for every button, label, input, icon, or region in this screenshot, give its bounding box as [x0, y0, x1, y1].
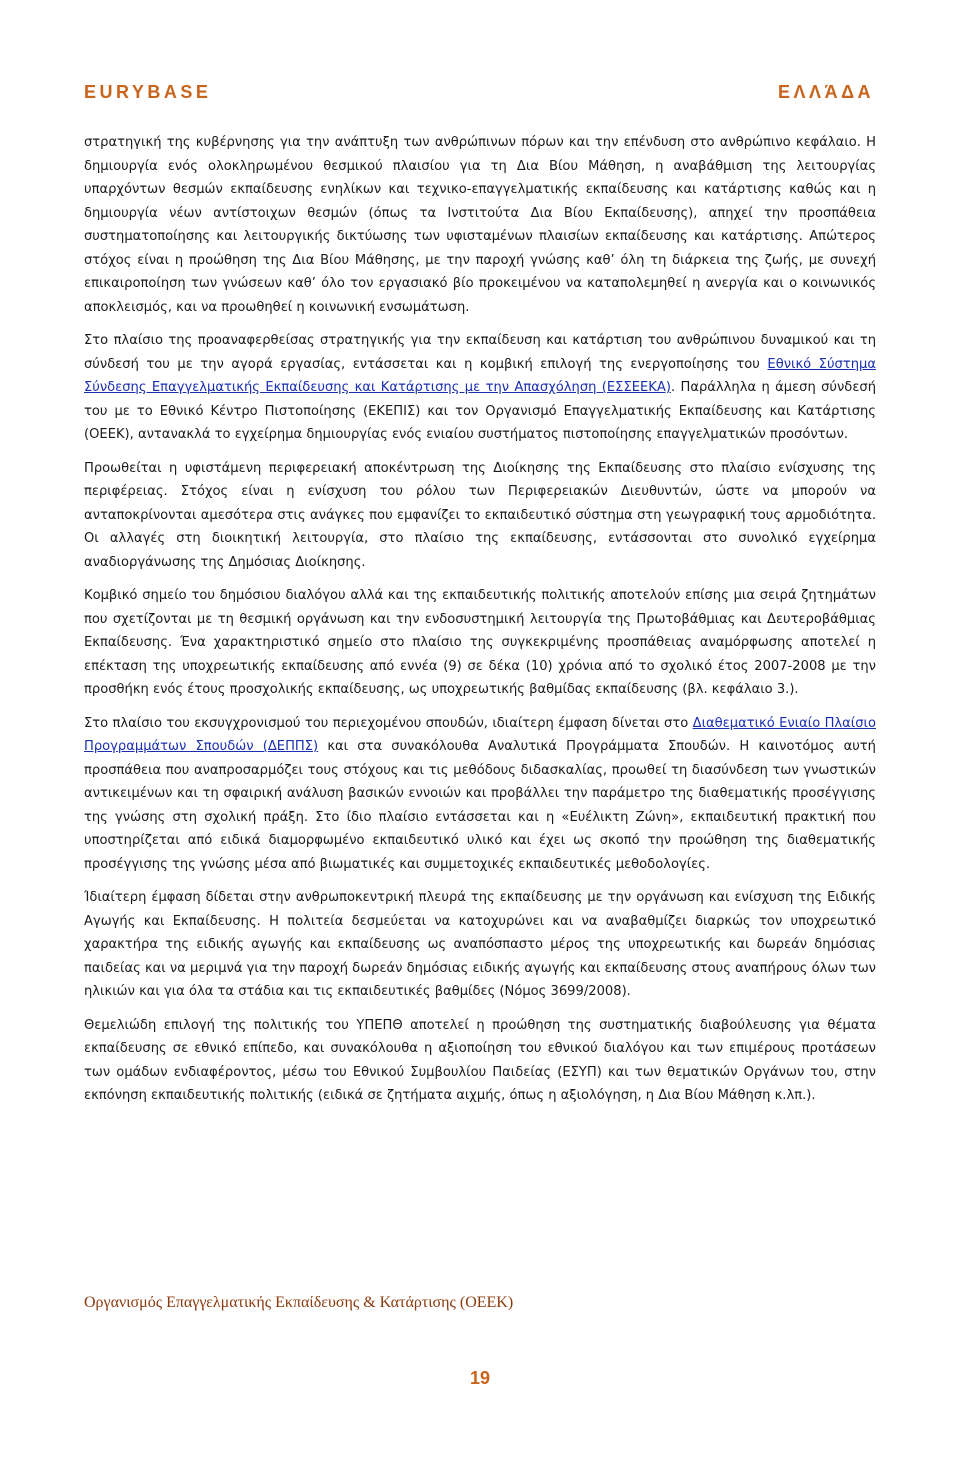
country-label: ΕΛΛΆΔΑ: [778, 82, 874, 102]
depps-link[interactable]: Διαθεματικό Ενιαίο Πλαίσιο Προγραμμάτων Σπουδών (ΔΕΠΠΣ): [84, 715, 876, 754]
paragraph-text: Στο πλαίσιο του εκσυγχρονισμού του περιεχομένου σπουδών, ιδιαίτερη έμφαση δίνεται στο: [84, 715, 693, 731]
paragraph: στρατηγική της κυβέρνησης για την ανάπτυξη των ανθρώπινων πόρων και την επένδυση στο ανθρώπινο κεφάλαιο. Η δημιουργία ενός ολοκληρωμένου θεσμικού πλαισίου για τη Δια Βίου Μάθηση, η αναβάθμιση της λειτουργίας υπαρχόντων θεσμών εκπαίδευσης ενηλίκων και τεχνικο-επαγγελματικής εκπαίδευσης και κατάρτισης καθώς και η δημιουργία νέων αντίστοιχων θεσμών (όπως τα Ινστιτούτα Δια Βίου Εκπαίδευσης), απηχεί την προσπάθεια συστηματοποίησης και λειτουργικής δικτύωσης των υφισταμένων πλαισίων εκπαίδευσης και κατάρτισης. Απώτερος στόχος είναι η προώθηση της Δια Βίου Μάθησης, με την παροχή γνώσης καθ’ όλη τη διάρκεια της ζωής, με συνεχή επικαιροποίηση των γνώσεων καθ’ όλο τον εργασιακό βίο προκειμένου να καταπολεμηθεί η ανεργία και ο κοινωνικός αποκλεισμός, και να προωθηθεί η κοινωνική ενσωμάτωση.: [84, 135, 876, 315]
paragraph-text: Στο πλαίσιο της προαναφερθείσας στρατηγικής για την εκπαίδευση και κατάρτιση του ανθρώπινου δυναμικού και τη σύνδεσή του με την αγορά εργασίας, εντάσσεται και η κομβική επιλογή της ενεργοποίησης του: [84, 333, 876, 372]
paragraph-text: και στα συνακόλουθα Αναλυτικά Προγράμματα Σπουδών. Η καινοτόμος αυτή προσπάθεια που αναπροσαρμόζει τους στόχους και τις μεθόδους διδασκαλίας, προωθεί τη διασύνδεση των γνωστικών αντικειμένων και τη σφαιρική ανάλυση βασικών εννοιών και προβάλλει την παράμετρο της διαθεματικής προσέγγισης της γνώσης στη σχολική πράξη. Στο ίδιο πλαίσιο εντάσσεται και η «Ευέλικτη Ζώνη», εκπαιδευτική πρακτική που υποστηρίζεται από ειδικά διαμορφωμένο εκπαιδευτικό υλικό και έχει ως σκοπό την προώθηση της διαθεματικής προσέγγισης της γνώσης μέσα από βιωματικές και συμμετοχικές εκπαιδευτικές μεθοδολογίες.: [84, 739, 876, 872]
document-body: [84, 131, 876, 1118]
paragraph: Θεμελιώδη επιλογή της πολιτικής του ΥΠΕΠΘ αποτελεί η προώθηση της συστηματικής διαβούλευσης για θέματα εκπαίδευσης σε εθνικό επίπεδο, και συνακόλουθα η αξιοποίηση του εθνικού διαλόγου και των επιμέρους προτάσεων των ομάδων ενδιαφέροντος, μέσω του Εθνικού Συμβουλίου Παιδείας (ΕΣΥΠ) και των θεματικών Οργάνων του, στην εκπόνηση εκπαιδευτικής πολιτικής (ειδικά σε ζητήματα αιχμής, όπως η αξιολόγηση, η Δια Βίου Μάθηση κ.λπ.).: [84, 1017, 876, 1103]
paragraph-text: . Παράλληλα η άμεση σύνδεσή του με το Εθνικό Κέντρο Πιστοποίησης (ΕΚΕΠΙΣ) και τον Οργανισμό Επαγγελματικής Εκπαίδευσης και Κατάρτισης (ΟΕΕΚ), αντανακλά το εγχείρημα δημιουργίας ενός ενιαίου συστήματος πιστοποίησης επαγγελματικών προσόντων.: [84, 380, 876, 442]
essekea-link[interactable]: Εθνικό Σύστημα Σύνδεσης Επαγγελματικής Εκπαίδευσης και Κατάρτισης με την Απασχόληση (ΕΣΣΕΕΚΑ): [84, 356, 876, 395]
brand-label: EURYBASE: [84, 82, 212, 102]
paragraph: Ίδιαίτερη έμφαση δίδεται στην ανθρωποκεντρική πλευρά της εκπαίδευσης με την οργάνωση και ενίσχυση της Ειδικής Αγωγής και Εκπαίδευσης. Η πολιτεία δεσμεύεται να κατοχυρώνει και να αναβαθμίζει διαρκώς τον υποχρεωτικό χαρακτήρα της ειδικής αγωγής και εκπαίδευσης ως αναπόσπαστο μέρος της υποχρεωτικής και δωρεάν δημόσιας παιδείας και να μεριμνά για την παροχή δωρεάν δημόσιας ειδικής αγωγής και εκπαίδευσης στους αναπήρους όλων των ηλικιών και για όλα τα στάδια και τις εκπαιδευτικές βαθμίδες (Νόμος 3699/2008).: [84, 890, 876, 999]
paragraph: [84, 329, 876, 447]
footer-organization: Οργανισμός Επαγγελματικής Εκπαίδευσης & Κατάρτισης (ΟΕΕΚ): [84, 1294, 514, 1311]
paragraph: [84, 712, 876, 877]
paragraph: Προωθείται η υφιστάμενη περιφερειακή αποκέντρωση της Διοίκησης της Εκπαίδευσης στο πλαίσιο ενίσχυσης της περιφέρειας. Στόχος είναι η ενίσχυση του ρόλου των Περιφερειακών Διευθυντών, ώστε να μπορούν να ανταποκρίνονται αμεσότερα στις ανάγκες που εμφανίζει το εκπαιδευτικό σύστημα στη γεωγραφική τους αρμοδιότητα. Οι αλλαγές στη διοικητική λειτουργία, στο πλαίσιο της εκπαίδευσης, εντάσσονται στο συνολικό εγχείρημα αναδιοργάνωσης της Δημόσιας Διοίκησης.: [84, 460, 876, 570]
paragraph: Κομβικό σημείο του δημόσιου διαλόγου αλλά και της εκπαιδευτικής πολιτικής αποτελούν επίσης μια σειρά ζητημάτων που σχετίζονται με τη θεσμική οργάνωση και την ενδοσυστημική λειτουργία της Πρωτοβάθμιας και Δευτεροβάθμιας Εκπαίδευσης. Ένα χαρακτηριστικό σημείο στο πλαίσιο της συγκεκριμένης προσπάθειας αναμόρφωσης αποτελεί η επέκταση της υποχρεωτικής εκπαίδευσης από εννέα (9) σε δέκα (10) χρόνια από το σχολικό έτος 2007-2008 με την προσθήκη ενός έτους προσχολικής εκπαίδευσης, ως υποχρεωτικής βαθμίδας εκπαίδευσης (βλ. κεφάλαιο 3.).: [84, 588, 876, 697]
page-number: 19: [469, 1368, 491, 1388]
page-header: [84, 82, 874, 108]
